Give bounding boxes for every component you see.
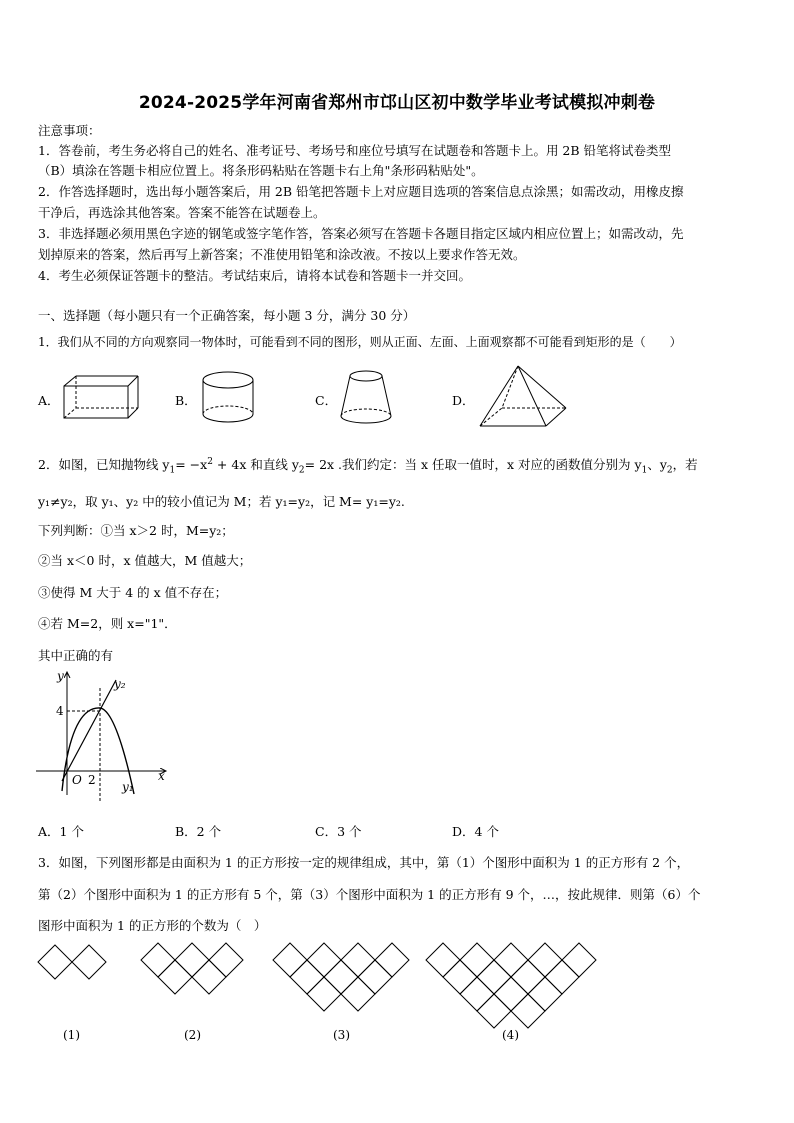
q2-option-c: C．3 个 <box>315 824 362 839</box>
question-2-line-1 <box>38 455 698 476</box>
notice-line: 2．作答选择题时，选出每小题答案后，用 2B 铅笔把答题卡上对应题目选项的答案信息点涂黑；如需改动，用橡皮擦 <box>38 184 684 199</box>
tick-label-2: 2 <box>88 773 96 787</box>
judgment-2: ②当 x＜0 时，x 值越大，M 值越大； <box>38 553 252 568</box>
notice-heading: 注意事项： <box>38 123 101 138</box>
figure-caption-1: (1) <box>63 1028 80 1042</box>
question-3-line-3: 图形中面积为 1 的正方形的个数为（ ） <box>38 918 267 933</box>
notice-line: 干净后，再选涂其他答案。答案不能答在试题卷上。 <box>38 205 326 220</box>
figure-caption-3: (3) <box>333 1028 350 1042</box>
q1-option-a-label: A． <box>38 393 60 408</box>
subscript: 1 <box>641 465 648 476</box>
q2-option-d: D．4 个 <box>452 824 499 839</box>
figure-caption-4: (4) <box>502 1028 519 1042</box>
superscript: 2 <box>207 456 213 467</box>
frustum-figure <box>336 368 396 428</box>
pyramid-figure <box>478 364 570 430</box>
tick-label-4: 4 <box>56 704 64 718</box>
q1-option-b-label: B． <box>175 393 197 408</box>
notice-line: 4．考生必须保证答题卡的整洁。考试结束后，请将本试卷和答题卡一并交回。 <box>38 268 471 283</box>
q1-option-c-label: C． <box>315 393 338 408</box>
notice-line: （B）填涂在答题卡相应位置上。将条形码粘贴在答题卡右上角"条形码粘贴处"。 <box>38 163 484 178</box>
page-title: 2024-2025学年河南省郑州市邙山区初中数学毕业考试模拟冲刺卷 <box>138 93 656 113</box>
question-2-line-2: y₁≠y₂，取 y₁、y₂ 中的较小值记为 M；若 y₁=y₂，记 M= y₁=y₂. <box>38 494 405 509</box>
q2-option-b: B．2 个 <box>175 824 222 839</box>
subscript: 2 <box>298 465 305 476</box>
y-axis-label: y <box>57 669 64 683</box>
q2-text-part: + 4x 和直线 y <box>212 457 299 472</box>
line-y2 <box>62 680 116 781</box>
function-graph <box>36 668 176 798</box>
judgment-3: ③使得 M 大于 4 的 x 值不存在； <box>38 585 228 600</box>
origin-label: O <box>72 773 82 787</box>
subscript: 2 <box>666 465 673 476</box>
judgment-4: ④若 M=2，则 x="1"． <box>38 616 177 631</box>
q2-text-part: ，若 <box>672 457 698 472</box>
notice-line: 1．答卷前，考生务必将自己的姓名、准考证号、考场号和座位号填写在试题卷和答题卡上。用 2B 铅笔将试卷类型 <box>38 143 672 158</box>
question-3-line-1: 3．如图，下列图形都是由面积为 1 的正方形按一定的规律组成，其中，第（1）个图形中面积为 1 的正方形有 2 个， <box>38 855 690 870</box>
question-3-line-2: 第（2）个图形中面积为 1 的正方形有 5 个，第（3）个图形中面积为 1 的正方形有 9 个，…，按此规律．则第（6）个 <box>38 887 701 902</box>
y2-label: y₂ <box>114 677 126 691</box>
cuboid-figure <box>62 374 142 422</box>
q2-text-part: 、y <box>647 457 667 472</box>
notice-line: 3．非选择题必须用黑色字迹的钢笔或签字笔作答，答案必须写在答题卡各题目指定区域内相应位置上；如需改动，先 <box>38 226 684 241</box>
judgment-1: ①当 x＞2 时，M=y₂； <box>100 523 234 538</box>
square-pattern-3 <box>273 941 411 1021</box>
q2-text-part: = 2x <box>304 457 335 472</box>
y1-label: y₁ <box>122 780 134 794</box>
square-pattern-1 <box>38 943 110 985</box>
question-1-text: 1．我们从不同的方向观察同一物体时，可能看到不同的图形，则从正面、左面、上面观察都不可能看到矩形的是（ ） <box>38 335 682 349</box>
judgment-intro <box>38 521 234 539</box>
q2-text-part: .我们约定：当 x 任取一值时，x 对应的函数值分别为 y <box>334 457 642 472</box>
q2-option-a: A．1 个 <box>38 824 84 839</box>
judgment-intro-label: 下列判断： <box>38 523 101 538</box>
q2-text-part: = −x <box>175 457 208 472</box>
cylinder-figure <box>200 370 256 426</box>
square-pattern-2 <box>141 941 245 1003</box>
subscript: 1 <box>169 465 176 476</box>
x-axis-label: x <box>158 769 165 783</box>
which-correct: 其中正确的有 <box>38 648 114 663</box>
notice-line: 划掉原来的答案，然后再写上新答案；不准使用铅笔和涂改液。不按以上要求作答无效。 <box>38 247 526 262</box>
q2-text-part: 2．如图，已知抛物线 y <box>38 457 170 472</box>
square-pattern-4 <box>426 941 598 1039</box>
figure-caption-2: (2) <box>184 1028 201 1042</box>
section-header: 一、选择题（每小题只有一个正确答案，每小题 3 分，满分 30 分） <box>38 308 416 323</box>
q1-option-d-label: D． <box>452 393 475 408</box>
